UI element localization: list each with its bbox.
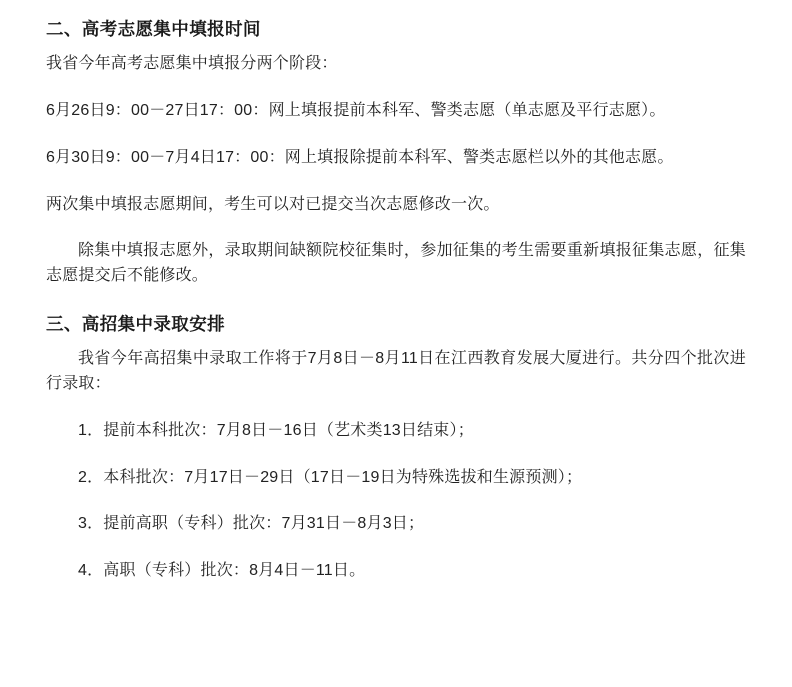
paragraph-stage-two-time: 6月30日9：00－7月4日17：00：网上填报除提前本科军、警类志愿栏以外的其他志愿。 bbox=[46, 148, 674, 166]
paragraph-admission-schedule: 我省今年高招集中录取工作将于7月8日－8月11日在江西教育发展大厦进行。共分四个批次进行录取： bbox=[46, 350, 746, 393]
paragraph-modification-rule: 两次集中填报志愿期间，考生可以对已提交当次志愿修改一次。 bbox=[46, 195, 500, 213]
list-item-batch-2: 2．本科批次：7月17日－29日（17日－19日为特殊选拔和生源预测）； bbox=[78, 468, 583, 486]
paragraph-stage-one-time: 6月26日9：00－27日17：00：网上填报提前本科军、警类志愿（单志愿及平行志愿）。 bbox=[46, 102, 666, 120]
list-item-batch-3: 3．提前高职（专科）批次：7月31日－8月3日； bbox=[78, 515, 425, 533]
paragraph-enrollment-stages: 我省今年高考志愿集中填报分两个阶段： bbox=[46, 55, 338, 73]
list-item-batch-4: 4．高职（专科）批次：8月4日－11日。 bbox=[78, 562, 366, 580]
list-item-batch-1: 1．提前本科批次：7月8日－16日（艺术类13日结束）； bbox=[78, 421, 474, 439]
paragraph-supplementary-collection: 除集中填报志愿外，录取期间缺额院校征集时，参加征集的考生需要重新填报征集志愿，征集志愿提交后不能修改。 bbox=[46, 242, 746, 285]
section-heading-3: 三、高招集中录取安排 bbox=[46, 314, 225, 335]
section-heading-2: 二、高考志愿集中填报时间 bbox=[46, 19, 261, 39]
